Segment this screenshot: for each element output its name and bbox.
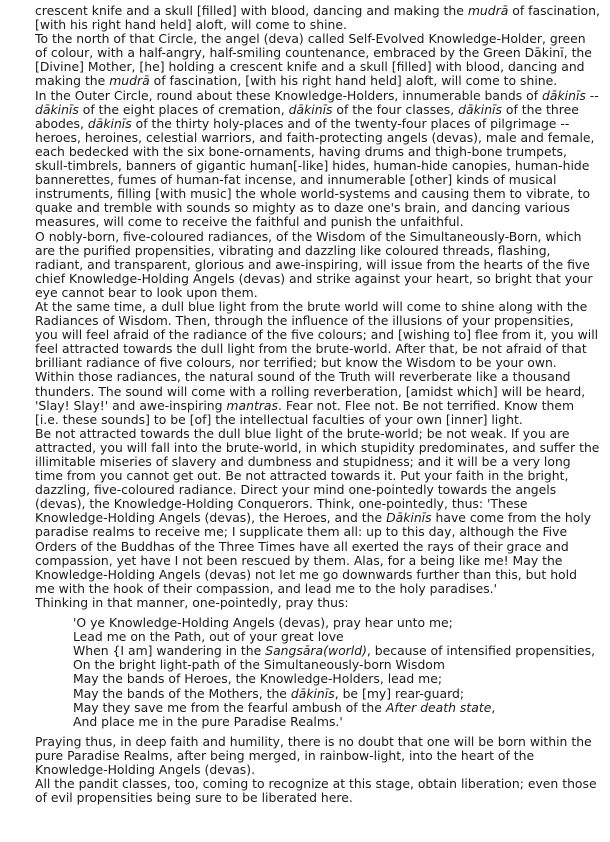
verse-line [73,672,600,686]
verse-line [73,658,600,672]
paragraph [35,427,600,596]
text-span: Within those radiances, the natural sound of the Truth will reverberate like a thousand thunders. The sound will come with a rolling reverberation, [amidst which] will be heard, 'Slay! Slay!' and awe-inspiring [35,369,586,413]
text-span: Thinking in that manner, one-pointedly, pray thus: [35,594,349,610]
text-span: O nobly-born, five-coloured radiances, of the Wisdom of the Simultaneously-Born, which are the purified propensities, vibrating and dazzling like coloured threads, flashing, radiant, and transparent, glorious and awe-inspiring, will issue from the hearts of the five chief Knowledge-Holding Angels (devas) and strike against your heart, so bright that your eye cannot bear to look upon them. [35,228,593,300]
text-span: crescent knife and a skull [filled] with blood, dancing and making the [35,3,468,18]
text-span: of the four classes, [332,101,459,117]
text-span: On the bright light-path of the Simultaneously-born Wisdom [73,657,445,673]
text-span: When {I am] wandering in the [73,643,266,659]
text-span: To the north of that Circle, the angel (deva) called Self-Evolved Knowledge-Holder, green of colour, with a half-angry, half-smiling countenance, embraced by the Green Dākinī, the [Divine] Mother, [he] holding a crescent knife and a skull [filled] with blood, dancing and making the [35,31,592,89]
text-span: May they save me from the fearful ambush of the [73,699,386,715]
verse-line [73,701,600,715]
text-span: of fascination, [with his right hand held] aloft, will come to shine. [35,3,600,33]
text-span: , [491,699,496,715]
italic-term: mantras [226,397,278,413]
text-span: Lead me on the Path, out of your great love [73,629,344,645]
text-span: , be [my] rear-guard; [334,685,465,701]
text-span: . Fear not. Flee not. Be not terrified. Know them [i.e. these sounds] to be [of] the intellectual faculties of your own [inner] light. [35,397,575,427]
paragraph [35,230,600,300]
italic-term: mudrā [109,73,150,89]
verse-line [73,616,600,630]
text-span: of the three abodes, [35,101,579,131]
text-span: of the thirty holy-places and of the twenty-four places of pilgrimage -- heroes, heroines, celestial warriors, and faith-protecting angels (devas), male and female, each bedecked with the six bone-ornaments, having drums and thigh-bone trumpets, skull-timbrels, banners of gigantic human[-like] hides, human-hide canopies, human-hide bannerettes, fumes of human-fat incense, and innumerable [other] kinds of musical instruments, filling [with music] the whole world-systems and causing them to vibrate, to quake and tremble with sounds so mighty as to daze one's brain, and dancing various measures, will come to receive the faithful and punish the unfaithful. [35,115,595,230]
text-span: All the pandit classes, too, coming to recognize at this stage, obtain liberation; even those of evil propensities being sure to be liberated here. [35,776,597,806]
text-span: have come from the holy paradise realms to receive me; I supplicate them all: up to this day, although the Five Orders of the Buddhas of the Three Times have all exerted the rays of their grace and compassion, yet have I not been rescued by them. Alas, for a being like me! May the Knowledge-Holding Angels (devas) not let me go downwards further than this, but hold me with the hook of their compassion, and lead me to the holy paradises.' [35,510,592,596]
paragraph [35,89,600,230]
prayer-verse [73,616,600,729]
text-span: Be not attracted towards the dull blue light of the brute-world; be not weak. If you are attracted, you will fall into the brute-world, in which stupidity predominates, and suffer the illimitable miseries of slavery and dumbness and stupidness; and it will be a very long time from you cannot get out. Be not attracted towards it. Put your faith in the bright, dazzling, five-coloured radiance. Direct your mind one-pointedly towards the angels (devas), the Knowledge-Holding Conquerors. Think, one-pointedly, thus: 'These Knowledge-Holding Angels (devas), the Heroes, and the [35,425,600,526]
paragraph [35,32,600,88]
body-text-bottom [35,735,600,805]
italic-term: Dākinīs [386,510,432,526]
text-span: And place me in the pure Paradise Realms.' [73,713,343,729]
paragraph [35,735,600,777]
italic-term: dākinīs [542,87,586,103]
body-text-top [35,4,600,610]
text-span: Praying thus, in deep faith and humility, there is no doubt that one will be born within the pure Paradise Realms, after being merged, in rainbow-light, into the heart of the Knowledge-Holding Angels (devas). [35,733,592,777]
verse-line [73,644,600,658]
italic-term: After death state [385,699,492,715]
italic-term: Sangsāra(world) [265,643,367,659]
paragraph [35,596,600,610]
text-span: May the bands of Heroes, the Knowledge-Holders, lead me; [73,671,443,687]
italic-term: dākinīs [288,101,333,117]
text-span: , because of intensified propensities, [366,643,596,659]
paragraph [35,4,600,32]
text-span: of fascination, [with his right hand held] aloft, will come to shine. [149,73,558,89]
paragraph [35,300,600,370]
text-span: -- [585,87,599,103]
text-span: 'O ye Knowledge-Holding Angels (devas), pray hear unto me; [73,615,453,631]
text-span: At the same time, a dull blue light from the brute world will come to shine along with the Radiances of Wisdom. Then, through the influence of the illusions of your propensities, you will feel afraid of the radiance of the five colours; and [wishing to] flee from it, you will feel attracted towards the dull light from the brute-world. After that, be not afraid of that brilliant radiance of five colours, nor terrified; but know the Wisdom to be your own. [35,298,599,371]
italic-term: dākinīs [35,101,79,117]
verse-line [73,630,600,644]
text-span: of the eight places of cremation, [78,101,289,117]
verse-line [73,687,600,701]
italic-term: dākinīs [87,115,132,131]
italic-term: mudrā [467,3,509,18]
verse-line [73,715,600,729]
text-span: May the bands of the Mothers, the [73,685,291,701]
paragraph [35,777,600,805]
text-span: In the Outer Circle, round about these Knowledge-Holders, innumerable bands of [35,87,543,103]
paragraph [35,370,600,426]
italic-term: dākinīs [458,101,502,117]
italic-term: dākinīs [290,685,335,701]
